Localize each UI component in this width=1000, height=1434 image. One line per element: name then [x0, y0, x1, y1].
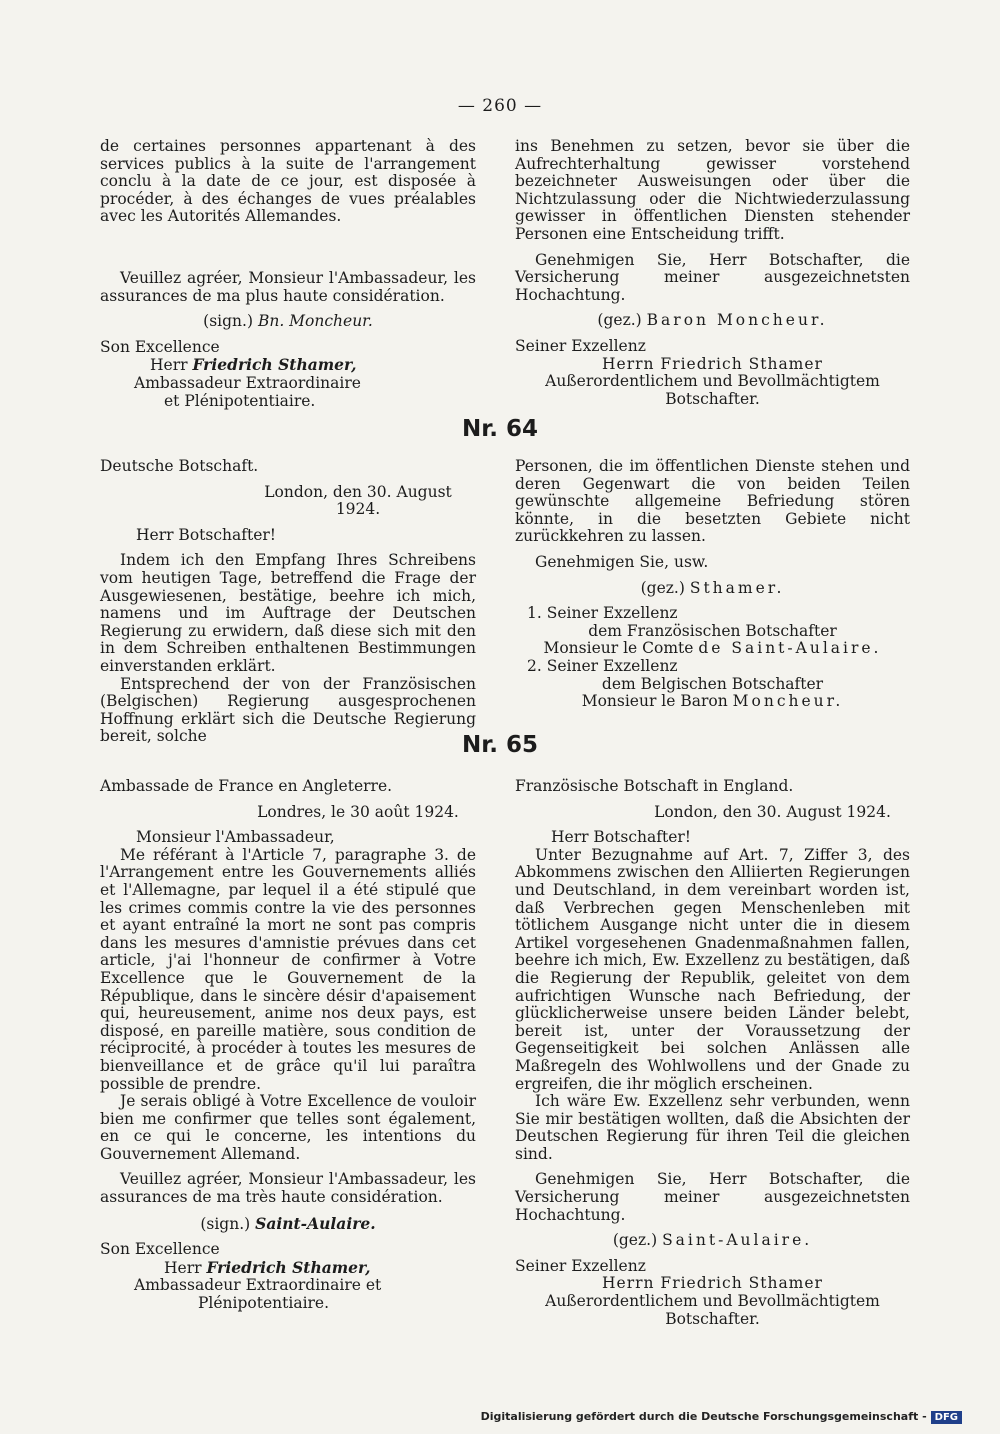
signature-name: Bn. Moncheur.	[257, 312, 373, 331]
section-heading-nr-65: Nr. 65	[461, 732, 539, 758]
nr64-recipient-1-line-2: dem Französischen Botschafter	[588, 621, 837, 640]
nr65-sender: Ambassade de France en Angleterre.	[100, 777, 393, 795]
top-right-addressee-4: Botschafter.	[665, 389, 760, 408]
nr65-left-paragraph-1: Me référant à l'Article 7, paragraphe 3. de l'Arrangement entre les Gouvernements alliés et l'Allemagne, par lequel il a été stipulé que les crimes commis contre la vie des personnes et ayant entraîné la mort ne sont pas compris dans les mesures d'amnistie prévues dans cet article, j'ai l'honneur de confirmer à Votre Excellence que le Gouvernement de la République, dans le sincère désir d'apaisement qui, heureusement, anime nos deux pays, est disposé, en pareille matière, sous condition de réciprocité, à procéder à toutes les mesures de bienveillance et de grâce qu'il lui paraîtra possible de prendre.	[100, 845, 476, 1093]
nr64-recipient-2-line-3: Monsieur le Baron Moncheur.	[581, 692, 844, 711]
nr64-recipient-1-line-1: 1. Seiner Exzellenz	[527, 604, 678, 623]
nr65-date: Londres, le 30 août 1924.	[257, 802, 459, 821]
dfg-logo: DFG	[931, 1411, 962, 1424]
nr65-right-column	[515, 778, 910, 1328]
top-left-column	[100, 138, 476, 410]
nr64-left-paragraph-1: Indem ich den Empfang Ihres Schreibens vom heutigen Tage, betreffend die Frage der Ausgewiesenen, bestätige, beehre ich mich, namens und im Auftrage der Deutschen Regierung zu erwidern, daß diese sich mit den in dem Schreiben enthaltenen Bestimmungen einverstanden erklärt.	[100, 551, 476, 675]
nr65-right-addressee-4: Botschafter.	[665, 1309, 760, 1328]
nr64-right-closing: Genehmigen Sie, usw.	[535, 552, 709, 571]
nr65-left-column	[100, 778, 476, 1313]
nr65-left-addressee-3: Ambassadeur Extraordinaire et	[134, 1276, 382, 1295]
nr64-salutation: Herr Botschafter!	[136, 525, 277, 544]
nr65-right-paragraph-1: Unter Bezugnahme auf Art. 7, Ziffer 3, des Abkommens zwischen den Alliierten Regierungen und Deutschland, in dem vereinbart worden ist, daß Verbrechen gegen Menschenleben mit tötlichem Ausgange nicht unter die in diesem Artikel vorgesehenen Gnadenmaßnahmen fallen, beehre ich mich, Ew. Exzellenz zu bestätigen, daß die Regierung der Republik, geleitet von dem aufrichtigen Wunsche nach Befriedung, der glücklicherweise unsere beiden Länder belebt, bereit ist, unter der Voraussetzung der Gegenseitigkeit bei solchen Anlässen alle Maßregeln des Wohlwollens und der Gnade zu ergreifen, die ihr möglich erscheinen.	[515, 845, 910, 1093]
top-right-addressee-2: Herrn Friedrich Sthamer	[602, 354, 823, 373]
nr64-left-column	[100, 458, 476, 746]
nr65-salutation: Monsieur l'Ambassadeur,	[136, 828, 335, 847]
nr65-right-addressee-1: Seiner Exzellenz	[515, 1256, 646, 1275]
top-right-column	[515, 138, 910, 408]
nr64-sender: Deutsche Botschaft.	[100, 457, 259, 475]
top-left-closing: Veuillez agréer, Monsieur l'Ambassadeur, les assurances de ma plus haute considération.	[100, 268, 476, 305]
top-left-paragraph-1: de certaines personnes appartenant à des services publics à la suite de l'arrangement conclu à la date de ce jour, est disposée à procéder, à des échanges de vues préalables avec les Autorités Allemandes.	[100, 137, 476, 226]
footer-text: Digitalisierung gefördert durch die Deutsche Forschungsgemeinschaft -	[480, 1410, 927, 1423]
top-left-addressee-2: Herr Friedrich Sthamer,	[150, 355, 357, 375]
nr65-left-paragraph-2: Je serais obligé à Votre Excellence de vouloir bien me confirmer que telles sont également, en ce qui le concerne, les intentions du Gouvernement Allemand.	[100, 1092, 476, 1163]
top-right-signature: (gez.) Baron Moncheur.	[597, 311, 828, 330]
nr65-left-closing: Veuillez agréer, Monsieur l'Ambassadeur, les assurances de ma très haute considération.	[100, 1170, 476, 1207]
nr65-right-closing: Genehmigen Sie, Herr Botschafter, die Versicherung meiner ausgezeichnetsten Hochachtung.	[515, 1170, 910, 1224]
top-right-closing: Genehmigen Sie, Herr Botschafter, die Versicherung meiner ausgezeichnetsten Hochachtung.	[515, 250, 910, 304]
top-left-addressee-1: Son Excellence	[100, 337, 220, 356]
nr65-left-addressee-2: Herr Friedrich Sthamer,	[164, 1257, 371, 1277]
nr64-left-paragraph-2: Entsprechend der von der Französischen (Belgischen) Regierung ausgesprochenen Hoffnung erklärt sich die Deutsche Regierung bereit, solche	[100, 674, 476, 746]
nr65-right-date: London, den 30. August 1924.	[654, 802, 891, 821]
top-left-signature: (sign.) Bn. Moncheur.	[203, 312, 373, 331]
nr64-date: London, den 30. August 1924.	[264, 482, 452, 519]
digitization-credit	[481, 1410, 962, 1423]
nr65-right-paragraph-2: Ich wäre Ew. Exzellenz sehr verbunden, wenn Sie mir bestätigen wollten, daß die Absichten der Deutschen Regierung für ihren Teil die gleichen sind.	[515, 1092, 910, 1163]
nr65-right-signature: (gez.) Saint-Aulaire.	[612, 1231, 813, 1250]
nr64-right-column	[515, 458, 910, 711]
nr65-right-sender: Französische Botschaft in England.	[515, 777, 794, 795]
nr65-left-addressee-1: Son Excellence	[100, 1240, 220, 1259]
nr65-right-addressee-2: Herrn Friedrich Sthamer	[602, 1274, 823, 1293]
section-heading-nr-64: Nr. 64	[461, 416, 539, 442]
nr64-recipient-2-line-2: dem Belgischen Botschafter	[601, 674, 824, 693]
nr65-left-addressee-4: Plénipotentiaire.	[198, 1294, 330, 1313]
nr64-recipient-2-line-1: 2. Seiner Exzellenz	[527, 656, 678, 675]
top-right-paragraph-1: ins Benehmen zu setzen, bevor sie über die Aufrechterhaltung gewisser vorstehend bezeichneter Ausweisungen oder über die Nichtzulassung oder die Nichtwiederzulassung gewisser in öffentlichen Diensten stehender Personen eine Entscheidung trifft.	[515, 137, 910, 243]
nr65-right-addressee-3: Außerordentlichem und Bevollmächtigtem	[545, 1292, 880, 1311]
top-right-addressee-3: Außerordentlichem und Bevollmächtigtem	[545, 372, 880, 391]
page-number: — 260 —	[457, 96, 543, 116]
top-left-addressee-4: et Plénipotentiaire.	[164, 391, 316, 410]
nr64-recipient-1-line-3: Monsieur le Comte de Saint-Aulaire.	[543, 639, 882, 658]
nr64-signature: (gez.) Sthamer.	[640, 578, 785, 597]
nr65-left-signature: (sign.) Saint-Aulaire.	[200, 1213, 376, 1233]
top-left-addressee-3: Ambassadeur Extraordinaire	[134, 373, 361, 392]
nr65-right-salutation: Herr Botschafter!	[551, 828, 692, 847]
top-right-addressee-1: Seiner Exzellenz	[515, 336, 646, 355]
nr64-right-paragraph-1: Personen, die im öffentlichen Dienste stehen und deren Gegenwart die von beiden Teilen gewünschte allgemeine Befriedung stören könnte, in die besetzten Gebiete nicht zurückkehren zu lassen.	[515, 457, 910, 546]
